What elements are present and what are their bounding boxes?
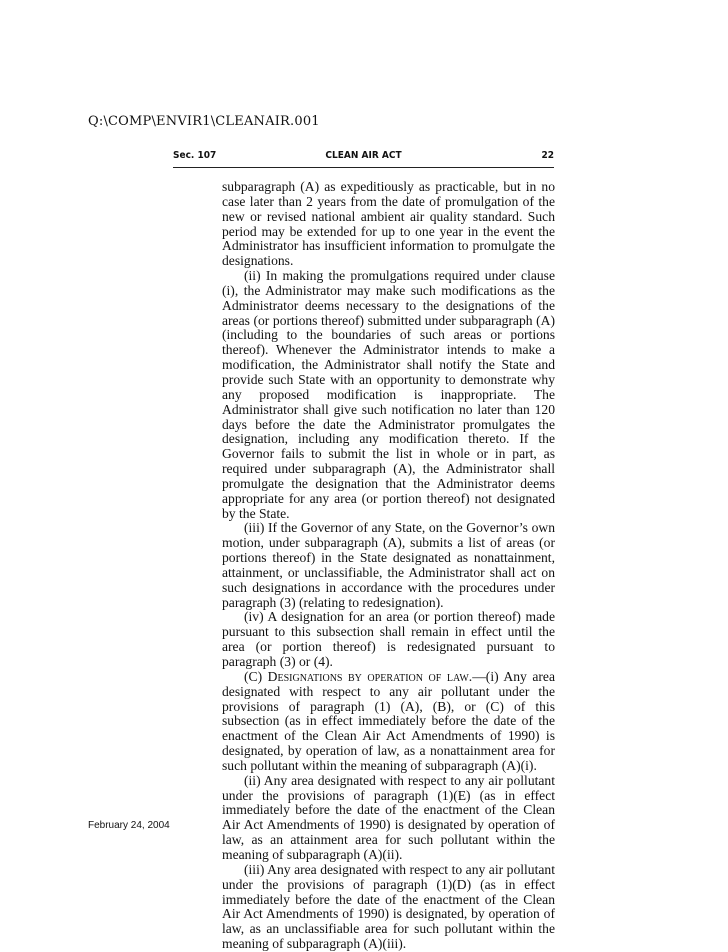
running-head: [173, 149, 554, 168]
paragraph-c-clause-ii: (ii) Any area designated with respect to any air pollutant under the provisions of paragraph (1)(E) (as in effect immediately before the date of the enactment of the Clean Air Act Amendments of 1990) is designated by operation of law, as an attainment area for such pollutant within the meaning of subparagraph (A)(ii).: [222, 772, 555, 862]
paragraph-clause-ii: (ii) In making the promulgations required under clause (i), the Administrator may make such modifications as the Administrator deems necessary to the designations of the areas (or portions thereof) submitted under subparagraph (A) (including to the boundaries of such areas or portions thereof). Whenever the Administrator intends to make a modification, the Administrator shall notify the State and provide such State with an opportunity to demonstrate why any proposed modification is inappropriate. The Administrator shall give such notification no later than 120 days before the date the Administrator promulgates the designation, including any modification thereto. If the Governor fails to submit the list in whole or in part, as required under subparagraph (A), the Administrator shall promulgate the designation that the Administrator deems appropriate for any area (or portion thereof) not designated by the State.: [222, 268, 555, 521]
subparagraph-c-text: —(i) Any area designated with respect to any air pollutant under the provisions of paragraph (1) (A), (B), or (C) of this subsection (as in effect immediately before the date of the enactment of the Clean Air Act Amendments of 1990) is designated, by operation of law, as a nonattainment area for such pollutant within the meaning of subparagraph (A)(i).: [222, 668, 555, 773]
subparagraph-c-heading: Designations by operation of law.: [267, 668, 473, 684]
paragraph-c-clause-iii: (iii) Any area designated with respect to any air pollutant under the provisions of paragraph (1)(D) (as in effect immediately before the date of the enactment of the Clean Air Act Amendments of 1990) is designated, by operation of law, as an unclassifiable area for such pollutant within the meaning of subparagraph (A)(iii).: [222, 861, 555, 952]
page-number: 22: [541, 150, 554, 161]
file-path: Q:\COMP\ENVIR1\CLEANAIR.001: [88, 114, 320, 129]
section-label: Sec. 107: [173, 150, 217, 161]
paragraph-clause-iv: (iv) A designation for an area (or portion thereof) made pursuant to this subsection shall remain in effect until the area (or portion thereof) is redesignated pursuant to paragraph (3) or (4).: [222, 609, 555, 669]
footer-date: February 24, 2004: [88, 820, 170, 831]
subparagraph-c-prefix: (C): [244, 668, 268, 684]
paragraph-continuation: subparagraph (A) as expeditiously as practicable, but in no case later than 2 years from the date of promulgation of the new or revised national ambient air quality standard. Such period may be extended for up to one year in the event the Administrator has insufficient information to promulgate the designations.: [222, 179, 555, 269]
paragraph-clause-iii: (iii) If the Governor of any State, on the Governor’s own motion, under subparagraph (A), submits a list of areas (or portions thereof) in the State designated as nonattainment, attainment, or unclassifiable, the Administrator shall act on such designations in accordance with the procedures under paragraph (3) (relating to redesignation).: [222, 520, 555, 610]
body-text: [222, 180, 555, 952]
act-title: CLEAN AIR ACT: [325, 150, 402, 161]
paragraph-subparagraph-c: [222, 670, 555, 774]
